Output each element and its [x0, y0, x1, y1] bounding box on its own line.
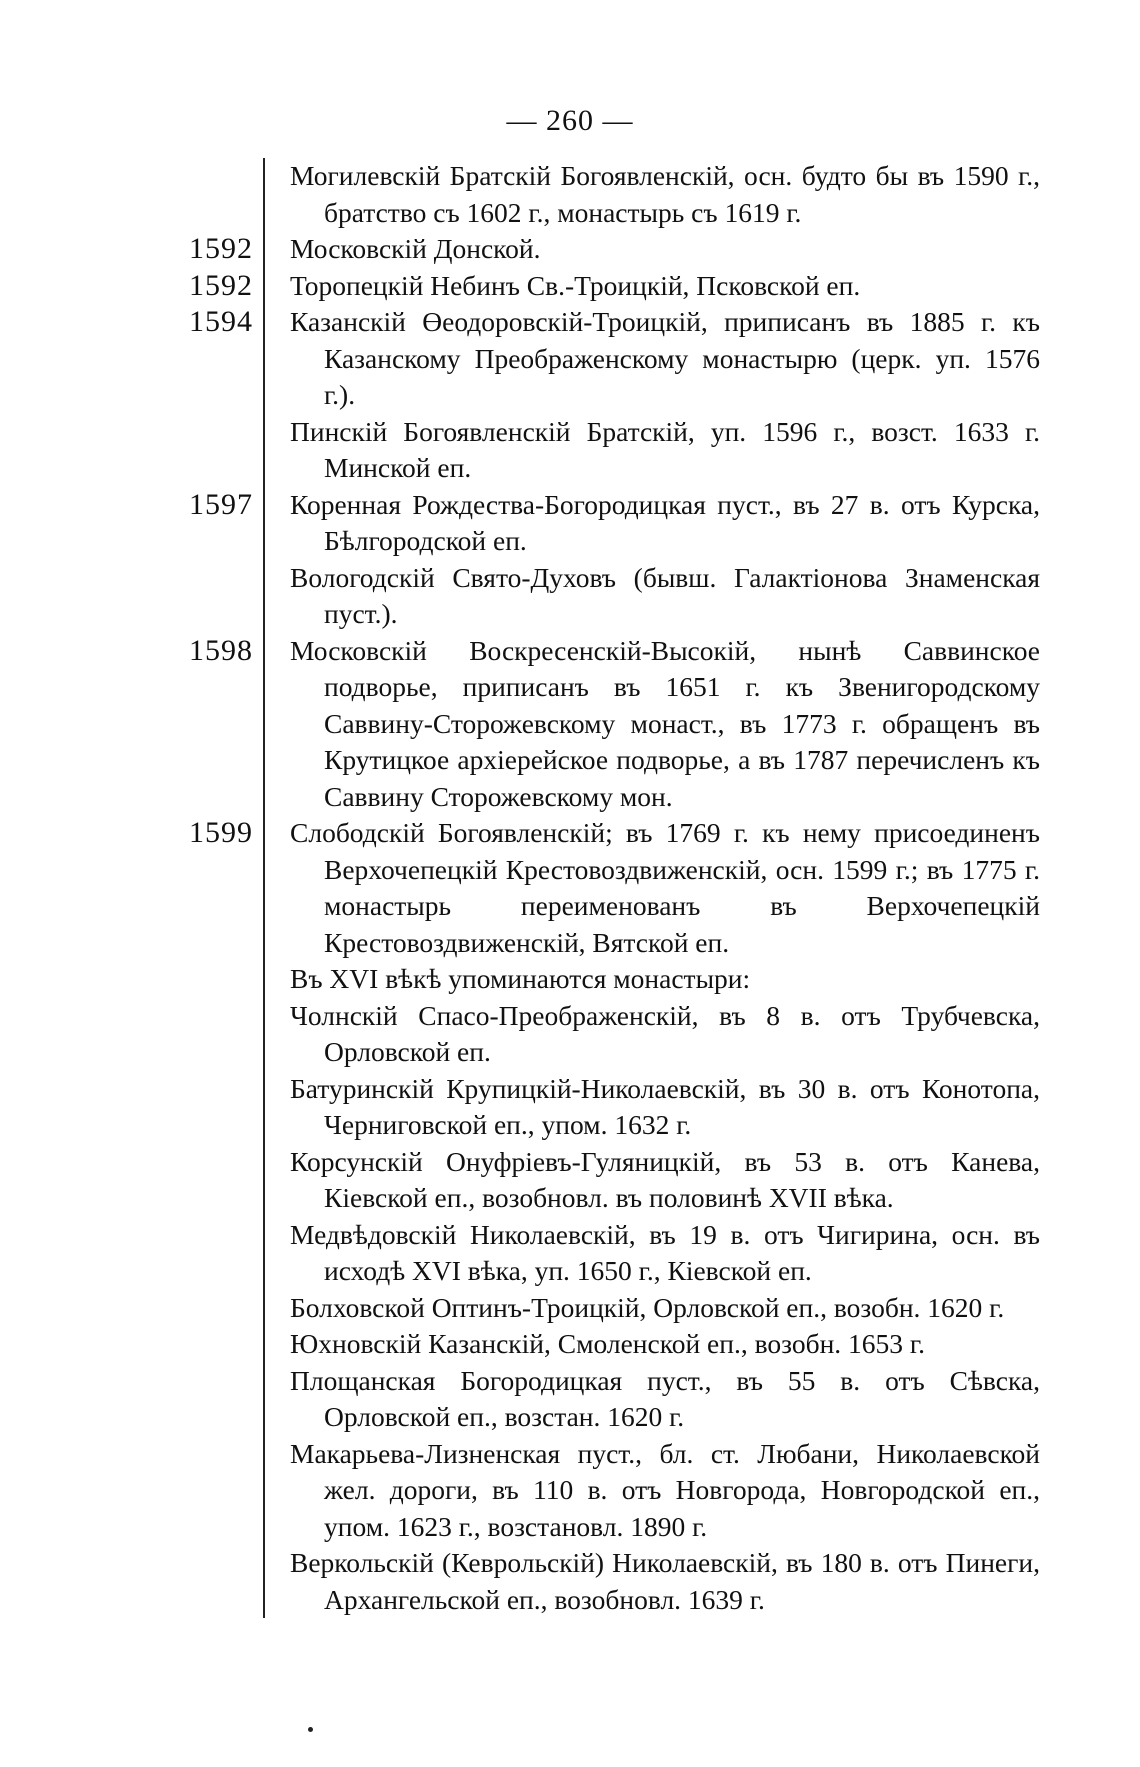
year-label	[170, 1144, 263, 1217]
entry-text: Корсунскій Онуфріевъ-Гуляницкій, въ 53 в. отъ Канева, Кіевской еп., возобновл. въ половинѣ XVII вѣка.	[290, 1145, 1040, 1213]
entry-text: Казанскій Өеодоровскій-Троицкій, приписанъ въ 1885 г. къ Казанскому Преображенскому монастырю (церк. уп. 1576 г.).	[290, 306, 1040, 410]
year-label	[170, 1071, 263, 1144]
list-item	[170, 560, 1040, 633]
list-item	[170, 231, 1040, 268]
list-item	[170, 158, 1040, 231]
entries-list	[170, 158, 1040, 1618]
list-item	[170, 304, 1040, 414]
list-item	[170, 633, 1040, 816]
year-label	[170, 1217, 263, 1290]
year-label	[170, 414, 263, 487]
list-item	[170, 268, 1040, 305]
year-label	[170, 560, 263, 633]
list-item	[170, 1144, 1040, 1217]
entry-text: Торопецкій Небинъ Св.-Троицкій, Псковской еп.	[290, 269, 861, 301]
list-item	[170, 1363, 1040, 1436]
year-label: 1599	[189, 816, 253, 849]
entry-text: Площанская Богородицкая пуст., въ 55 в. отъ Сѣвска, Орловской еп., возстан. 1620 г.	[290, 1364, 1040, 1432]
entry-text: Слободскій Богоявленскій; въ 1769 г. къ нему присоединенъ Верхочепецкій Крестовоздвиженскій, осн. 1599 г.; въ 1775 г. монастырь переименованъ въ Верхочепецкій Крестовоздвиженскій, Вятской еп.	[290, 817, 1040, 958]
year-label: 1598	[189, 633, 253, 667]
list-item	[170, 1071, 1040, 1144]
list-item	[170, 1545, 1040, 1618]
year-label	[170, 1363, 263, 1436]
year-label: 1592	[189, 268, 253, 302]
list-item	[170, 414, 1040, 487]
entry-text: Медвѣдовскій Николаевскій, въ 19 в. отъ Чигирина, осн. въ исходѣ XVI вѣка, уп. 1650 г., Кіевской еп.	[290, 1218, 1040, 1286]
entry-text: Въ XVI вѣкѣ упоминаются монастыри:	[290, 963, 751, 994]
entry-text: Веркольскій (Кеврольскій) Николаевскій, въ 180 в. отъ Пинеги, Архангельской еп., возобновл. 1639 г.	[290, 1547, 1040, 1615]
list-item	[170, 961, 1040, 998]
year-label	[170, 1436, 263, 1546]
entry-text: Батуринскій Крупицкій-Николаевскій, въ 30 в. отъ Конотопа, Черниговской еп., упом. 1632 г.	[290, 1072, 1040, 1140]
year-label: 1597	[189, 487, 253, 521]
list-item	[170, 1436, 1040, 1546]
entry-text: Вологодскій Свято-Духовъ (бывш. Галактіонова Знаменская пуст.).	[290, 561, 1040, 629]
entry-text: Чолнскій Спасо-Преображенскій, въ 8 в. отъ Трубчевска, Орловской еп.	[290, 999, 1040, 1067]
list-item	[170, 1326, 1040, 1363]
year-label: 1592	[189, 232, 253, 265]
entry-text: Московскій Воскресенскій-Высокій, нынѣ Саввинское подворье, приписанъ въ 1651 г. къ Звенигородскому Саввину-Сторожевскому монаст., въ 1773 г. обращенъ въ Крутицкое архіерейское подворье, а въ 1787 перечисленъ къ Саввину Сторожевскому мон.	[290, 634, 1040, 812]
year-label	[170, 998, 263, 1071]
entry-text: Могилевскій Братскій Богоявленскій, осн. будто бы въ 1590 г., братство съ 1602 г., монастырь съ 1619 г.	[290, 160, 1040, 228]
entry-text: Болховской Оптинъ-Троицкій, Орловской еп., возобн. 1620 г.	[290, 1291, 1005, 1323]
list-item	[170, 998, 1040, 1071]
list-item	[170, 815, 1040, 961]
list-item	[170, 487, 1040, 560]
entry-text: Юхновскій Казанскій, Смоленской еп., возобн. 1653 г.	[290, 1328, 925, 1359]
year-label	[170, 961, 263, 998]
year-label	[170, 1290, 263, 1327]
entry-text: Макарьева-Лизненская пуст., бл. ст. Любани, Николаевской жел. дороги, въ 110 в. отъ Новгорода, Новгородской еп., упом. 1623 г., возстановл. 1890 г.	[290, 1437, 1040, 1542]
year-label: 1594	[189, 305, 253, 338]
page-number: — 260 —	[506, 104, 634, 137]
ink-speck	[308, 1727, 313, 1732]
list-item	[170, 1290, 1040, 1327]
entry-text: Московскій Донской.	[290, 233, 541, 264]
list-item	[170, 1217, 1040, 1290]
entry-text: Коренная Рождества-Богородицкая пуст., въ 27 в. отъ Курска, Бѣлгородской еп.	[290, 488, 1040, 556]
entry-text: Пинскій Богоявленскій Братскій, уп. 1596 г., возст. 1633 г. Минской еп.	[290, 415, 1040, 483]
year-label	[170, 1545, 263, 1618]
year-label	[170, 1326, 263, 1363]
year-label	[170, 158, 263, 231]
